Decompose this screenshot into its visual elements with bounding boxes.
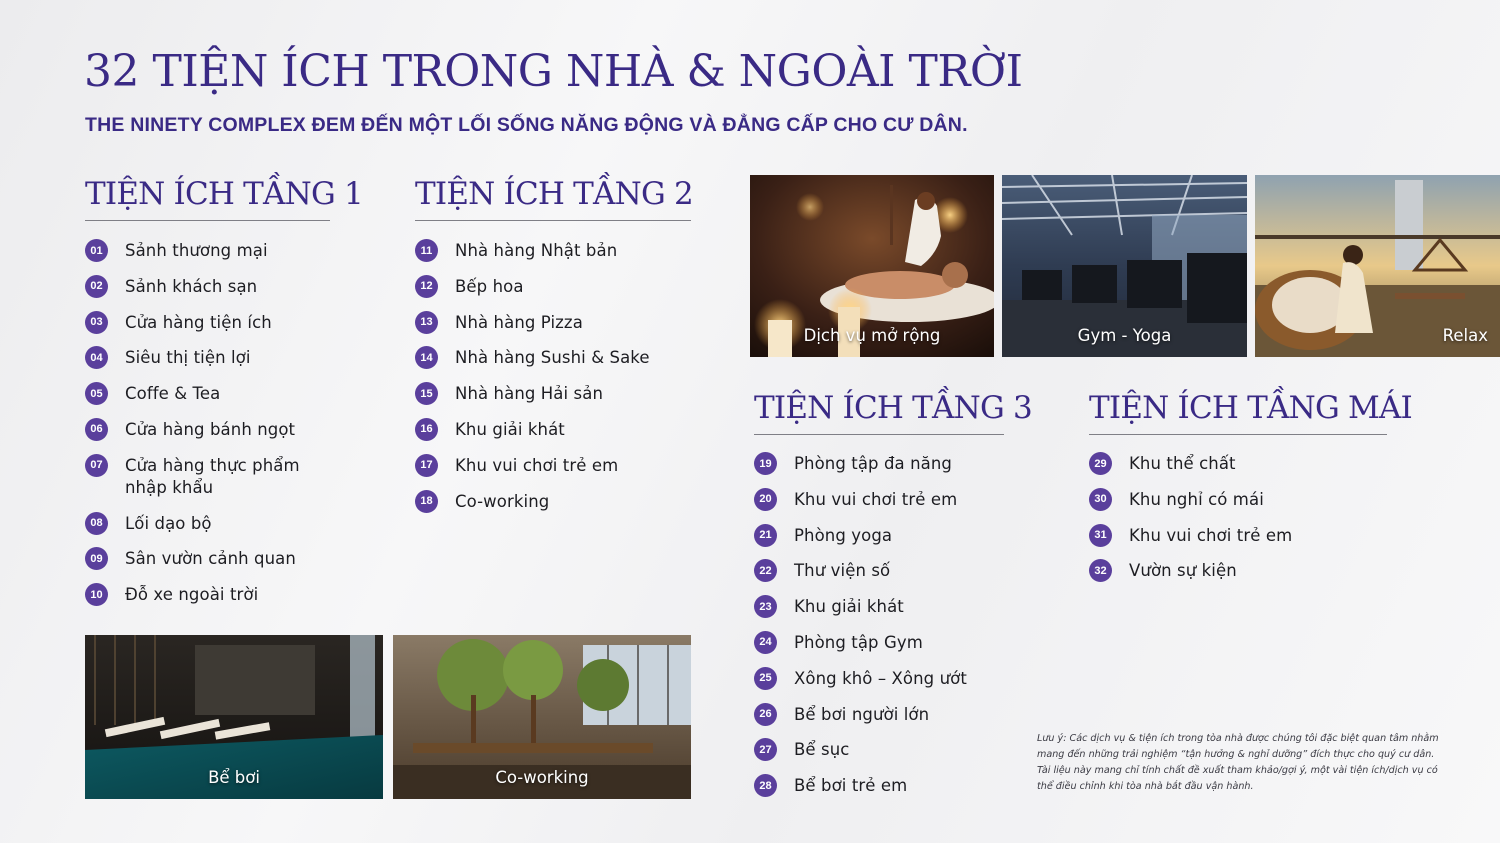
item-label: Cửa hàng bánh ngọt — [125, 419, 296, 439]
item-label: Sảnh thương mại — [125, 241, 268, 260]
item-number-badge: 07 — [85, 454, 108, 477]
item-label: Phòng tập Gym — [794, 632, 923, 652]
item-number-badge: 01 — [85, 239, 108, 262]
item-number-badge: 31 — [1089, 524, 1112, 547]
list-item — [415, 240, 695, 262]
item-number-badge: 17 — [415, 454, 438, 477]
list-item — [754, 775, 1024, 797]
item-label: Phòng yoga — [794, 525, 893, 545]
list-item — [1089, 489, 1359, 511]
item-number-badge: 27 — [754, 738, 777, 761]
item-label: Sảnh khách sạn — [125, 276, 258, 296]
list-item — [754, 704, 1024, 726]
item-label: Bể sục — [794, 740, 850, 760]
item-number-badge: 12 — [415, 275, 438, 298]
item-label: Khu giải khát — [794, 597, 904, 617]
item-number-badge: 21 — [754, 524, 777, 547]
item-label: Xông khô – Xông ướt — [794, 668, 967, 688]
list-item — [85, 419, 345, 441]
item-label: Lối dạo bộ — [125, 513, 212, 533]
item-label: Cửa hàng tiện ích — [125, 312, 272, 332]
item-number-badge: 29 — [1089, 452, 1112, 475]
item-number-badge: 02 — [85, 275, 108, 298]
item-number-badge: 16 — [415, 418, 438, 441]
photo-caption: Gym - Yoga — [1077, 326, 1172, 345]
section-floor-2 — [415, 176, 691, 221]
disclaimer-note: Lưu ý: Các dịch vụ & tiện ích trong tòa nhà được chúng tôi đặc biệt quan tâm nhằm mang đến những trải nghiệm “tận hưởng & nghỉ dưỡng” đích thực cho quý cư dân. Tài liệu này mang chỉ tính chất đề xuất tham khảo/gợi ý, một vài tiện ích/dịch vụ có thể điều chỉnh khi tòa nhà bắt đầu vận hành. — [1037, 733, 1439, 792]
item-number-badge: 09 — [85, 547, 108, 570]
item-label: Coffe & Tea — [125, 384, 221, 404]
item-number-badge: 11 — [415, 239, 438, 262]
list-item — [754, 453, 1024, 475]
item-number-badge: 14 — [415, 346, 438, 369]
item-label: Bếp hoa — [455, 276, 524, 296]
page-title: 32 TIỆN ÍCH TRONG NHÀ & NGOÀI TRỜI — [84, 46, 1023, 97]
item-label: Khu vui chơi trẻ em — [455, 455, 619, 475]
item-label: Nhà hàng Nhật bản — [455, 241, 618, 260]
list-item — [415, 276, 695, 298]
photo-caption: Bể bơi — [208, 768, 260, 787]
item-number-badge: 08 — [85, 512, 108, 535]
item-number-badge: 03 — [85, 311, 108, 334]
page-subtitle: THE NINETY COMPLEX ĐEM ĐẾN MỘT LỐI SỐNG NĂNG ĐỘNG VÀ ĐẲNG CẤP CHO CƯ DÂN. — [85, 114, 968, 136]
item-number-badge: 19 — [754, 452, 777, 475]
photo-caption: Dịch vụ mở rộng — [803, 326, 941, 345]
item-number-badge: 24 — [754, 631, 777, 654]
section-heading: TIỆN ÍCH TẦNG 3 — [754, 390, 1004, 435]
section-rooftop — [1089, 390, 1412, 435]
item-number-badge: 23 — [754, 595, 777, 618]
item-label: Bể bơi người lớn — [794, 704, 930, 724]
section-heading: TIỆN ÍCH TẦNG MÁI — [1089, 390, 1387, 435]
section-floor-1 — [85, 176, 363, 221]
floor-2-list — [415, 240, 695, 526]
item-label: Co-working — [455, 491, 550, 511]
item-label: Nhà hàng Sushi & Sake — [455, 348, 650, 368]
item-number-badge: 28 — [754, 774, 777, 797]
list-item — [415, 383, 695, 405]
list-item — [85, 584, 345, 606]
list-item — [85, 383, 345, 405]
list-item — [754, 632, 1024, 654]
section-heading: TIỆN ÍCH TẦNG 2 — [415, 176, 691, 221]
item-number-badge: 05 — [85, 382, 108, 405]
list-item — [1089, 560, 1359, 582]
item-label: Bể bơi trẻ em — [794, 776, 908, 796]
item-number-badge: 22 — [754, 559, 777, 582]
item-label: Thư viện số — [794, 561, 891, 581]
item-number-badge: 30 — [1089, 488, 1112, 511]
photo-caption: Relax — [1442, 326, 1488, 345]
rooftop-list — [1089, 453, 1359, 596]
list-item — [85, 347, 345, 369]
list-item — [415, 455, 695, 477]
section-floor-3 — [754, 390, 1032, 435]
list-item — [85, 513, 345, 535]
list-item — [1089, 453, 1359, 475]
list-item — [754, 489, 1024, 511]
list-item — [85, 455, 345, 499]
item-number-badge: 06 — [85, 418, 108, 441]
coworking-photo — [393, 635, 691, 799]
item-number-badge: 13 — [415, 311, 438, 334]
list-item — [415, 312, 695, 334]
item-label: Khu vui chơi trẻ em — [1129, 525, 1293, 545]
item-label: Khu thể chất — [1129, 454, 1236, 473]
item-number-badge: 26 — [754, 703, 777, 726]
relax-photo — [1255, 175, 1500, 357]
list-item — [1089, 525, 1359, 547]
item-number-badge: 32 — [1089, 559, 1112, 582]
item-label: Cửa hàng thực phẩm nhập khẩu — [125, 455, 300, 497]
list-item — [415, 419, 695, 441]
item-label: Nhà hàng Hải sản — [455, 384, 604, 404]
list-item — [85, 276, 345, 298]
item-label: Khu giải khát — [455, 419, 565, 439]
pool-photo — [85, 635, 383, 799]
list-item — [754, 668, 1024, 690]
item-label: Phòng tập đa năng — [794, 454, 953, 473]
list-item — [415, 347, 695, 369]
item-label: Nhà hàng Pizza — [455, 312, 583, 332]
section-heading: TIỆN ÍCH TẦNG 1 — [85, 176, 330, 221]
list-item — [85, 548, 345, 570]
list-item — [754, 596, 1024, 618]
floor-3-list — [754, 453, 1024, 811]
item-label: Vườn sự kiện — [1129, 561, 1237, 581]
list-item — [85, 312, 345, 334]
item-number-badge: 20 — [754, 488, 777, 511]
list-item — [85, 240, 345, 262]
item-label: Siêu thị tiện lợi — [125, 348, 251, 368]
item-number-badge: 10 — [85, 583, 108, 606]
list-item — [754, 739, 1024, 761]
item-label: Đỗ xe ngoài trời — [125, 585, 259, 605]
floor-1-list — [85, 240, 345, 620]
photo-caption: Co-working — [495, 768, 589, 787]
item-number-badge: 25 — [754, 667, 777, 690]
list-item — [415, 491, 695, 513]
item-number-badge: 15 — [415, 382, 438, 405]
spa-photo — [750, 175, 994, 357]
list-item — [754, 560, 1024, 582]
item-label: Khu vui chơi trẻ em — [794, 489, 958, 509]
item-label: Khu nghỉ có mái — [1129, 489, 1264, 509]
list-item — [754, 525, 1024, 547]
gym-photo — [1002, 175, 1247, 357]
item-label: Sân vườn cảnh quan — [125, 549, 296, 569]
item-number-badge: 04 — [85, 346, 108, 369]
item-number-badge: 18 — [415, 490, 438, 513]
